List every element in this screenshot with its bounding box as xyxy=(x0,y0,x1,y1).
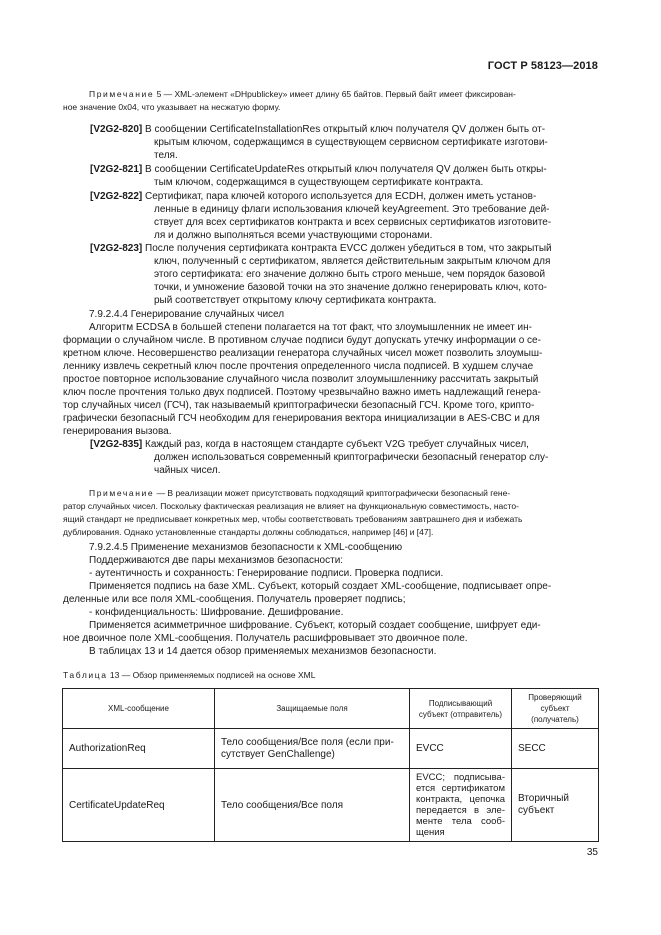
requirement-v2g2-822 xyxy=(90,190,598,242)
paragraph-line: графически безопасный ГСЧ необходим для генерирования вектора инициализации в AES-CBC и для xyxy=(63,413,540,424)
section-7-9-2-4-4 xyxy=(63,308,598,438)
paragraph-line: Применяется асимметричное шифрование. Субъект, который создает сообщение, шифрует еди- xyxy=(89,620,541,631)
requirement-line: этого сертификата: его значение должно быть строго меньше, чем порядок базовой xyxy=(154,269,546,280)
note-rng xyxy=(63,487,598,539)
requirement-id: [V2G2-835] xyxy=(90,439,143,450)
requirement-line: ля и должно выполняться всеми участвующими сторонами. xyxy=(154,230,433,241)
paragraph-line: ное двоичное поле XML-сообщения. Получатель расшифровывает это двоичное поле. xyxy=(63,633,468,644)
requirement-line: тым ключом, содержащимся в существующем сертификате контракта. xyxy=(154,177,484,188)
requirement-id: [V2G2-821] xyxy=(90,164,143,175)
table-cell: Вторичный субъект xyxy=(512,769,599,842)
table-cell: EVCC; подписыва-ется сертификатом контракта, цепочка передается в эле-менте тела сооб-щения xyxy=(410,769,512,842)
requirement-line: В сообщении CertificateInstallationRes открытый ключ получателя QV должен быть от- xyxy=(142,124,546,135)
table-cell: CertificateUpdateReq xyxy=(63,769,215,842)
requirement-line: ствует для всех сертификатов контракта и всех сервисных сертификатов изготовите- xyxy=(154,217,552,228)
paragraph-line: Применяется подпись на базе XML. Субъект, который создает XML-сообщение, подписывает опре- xyxy=(89,581,552,592)
table-13 xyxy=(62,688,599,842)
column-header: Подписывающий субъект (отправитель) xyxy=(410,689,512,729)
note-text-line: — В реализации может присутствовать подходящий криптографически безопасный гене- xyxy=(154,488,511,498)
table-cell: EVCC xyxy=(410,729,512,769)
page-number: 35 xyxy=(586,847,598,858)
note-text-line: дублирования. Однако установленные стандарты должны соблюдаться, например [46] и [47]. xyxy=(63,527,434,537)
table-cell: AuthorizationReq xyxy=(63,729,215,769)
table-header-row xyxy=(63,689,599,729)
table-cell: SECC xyxy=(512,729,599,769)
paragraph-line: формации о случайном числе. В противном случае подписи будут допускать утечку информации о се- xyxy=(63,335,541,346)
paragraph-line: Поддерживаются две пары механизмов безопасности: xyxy=(89,555,344,566)
requirement-line: В сообщении CertificateUpdateRes открытый ключ получателя QV должен быть откры- xyxy=(142,164,547,175)
section-heading: 7.9.2.4.4 Генерирование случайных чисел xyxy=(89,309,285,320)
requirement-line: Каждый раз, когда в настоящем стандарте субъект V2G требует случайных чисел, xyxy=(142,439,529,450)
requirement-line: После получения сертификата контракта EVCC должен убедиться в том, что закрытый xyxy=(142,243,552,254)
requirement-v2g2-820 xyxy=(90,123,598,162)
column-header: Защищаемые поля xyxy=(215,689,410,729)
standard-header: ГОСТ Р 58123—2018 xyxy=(487,60,598,72)
table-caption-text: 13 — Обзор применяемых подписей на основе XML xyxy=(107,670,316,680)
paragraph-line: генерирования вызова. xyxy=(63,426,172,437)
paragraph-line: простое повторное использование случайного числа позволит злоумышленнику рассчитать закрытый xyxy=(63,374,539,385)
requirement-line: чайных чисел. xyxy=(154,465,221,476)
note-text-line: ящий стандарт не предписывает конкретных мер, чтобы соответствовать требованиям завтрашнего дня и избежать xyxy=(63,514,523,524)
paragraph-line: кретном ключе. Несовершенство реализации генератора случайных чисел может позволить злоумыш- xyxy=(63,348,543,359)
table-row xyxy=(63,729,599,769)
paragraph-line: деленные или все поля XML-сообщения. Получатель проверяет подпись; xyxy=(63,594,406,605)
paragraph-line: тор случайных чисел (ГСЧ), так называемый криптографически безопасный ГСЧ. Кроме того, крипто- xyxy=(63,400,535,411)
section-heading: 7.9.2.4.5 Применение механизмов безопасности к XML-сообщению xyxy=(89,542,403,553)
note-5 xyxy=(63,88,598,114)
table-caption xyxy=(63,670,315,680)
section-7-9-2-4-5 xyxy=(63,541,598,658)
table-caption-label: Таблица xyxy=(63,670,108,680)
list-item: - конфиденциальность: Шифрование. Дешифрование. xyxy=(89,607,344,618)
requirement-id: [V2G2-820] xyxy=(90,124,143,135)
note-label: Примечание xyxy=(89,89,155,99)
paragraph-line: леннику извлечь секретный ключ после прочтения определенного числа подписей. В худшем случае xyxy=(63,361,534,372)
column-header: Проверяющий субъект (получатель) xyxy=(512,689,599,729)
requirement-line: Сертификат, пара ключей которого используется для ECDH, должен иметь установ- xyxy=(142,191,537,202)
note-text-line: ное значение 0x04, что указывает на несжатую форму. xyxy=(63,102,281,112)
requirement-v2g2-835 xyxy=(90,438,598,477)
paragraph-line: ключ после прочтения только двух подписей. Поэтому чрезвычайно важно иметь надлежащий генера- xyxy=(63,387,541,398)
requirement-v2g2-823 xyxy=(90,242,598,307)
table-row xyxy=(63,769,599,842)
requirement-line: ключ, полученный с сертификатом, является действительным закрытым ключом для xyxy=(154,256,551,267)
requirement-line: должен использоваться современный криптографически безопасный генератор слу- xyxy=(154,452,549,463)
requirement-line: точки, и умножение базовой точки на это значение должно генерировать ключ, кото- xyxy=(154,282,547,293)
requirement-id: [V2G2-822] xyxy=(90,191,143,202)
requirement-v2g2-821 xyxy=(90,163,598,189)
table-cell: Тело сообщения/Все поля xyxy=(215,769,410,842)
column-header: XML-сообщение xyxy=(63,689,215,729)
requirement-line: теля. xyxy=(154,150,178,161)
requirement-id: [V2G2-823] xyxy=(90,243,143,254)
requirement-line: ленные в единицу флаги использования ключей keyAgreement. Это требование дей- xyxy=(154,204,550,215)
paragraph-line: В таблицах 13 и 14 дается обзор применяемых механизмов безопасности. xyxy=(89,646,437,657)
requirement-line: крытым ключом, содержащимся в существующем сервисном сертификате изготови- xyxy=(154,137,548,148)
paragraph-line: Алгоритм ECDSA в большей степени полагается на тот факт, что злоумышленник не имеет ин- xyxy=(89,322,532,333)
note-text-line: ратор случайных чисел. Поскольку фактическая реализация не влияет на функциональную совместимость, насто- xyxy=(63,501,519,511)
requirement-line: рый соответствует открытому ключу сертификата контракта. xyxy=(154,295,437,306)
table-cell: Тело сообщения/Все поля (если при-сутствует GenChallenge) xyxy=(215,729,410,769)
note-label: Примечание xyxy=(89,488,155,498)
note-text-line: 5 — XML-элемент «DHpublickey» имеет длину 65 байтов. Первый байт имеет фиксирован- xyxy=(154,89,516,99)
list-item: - аутентичность и сохранность: Генерирование подписи. Проверка подписи. xyxy=(89,568,444,579)
